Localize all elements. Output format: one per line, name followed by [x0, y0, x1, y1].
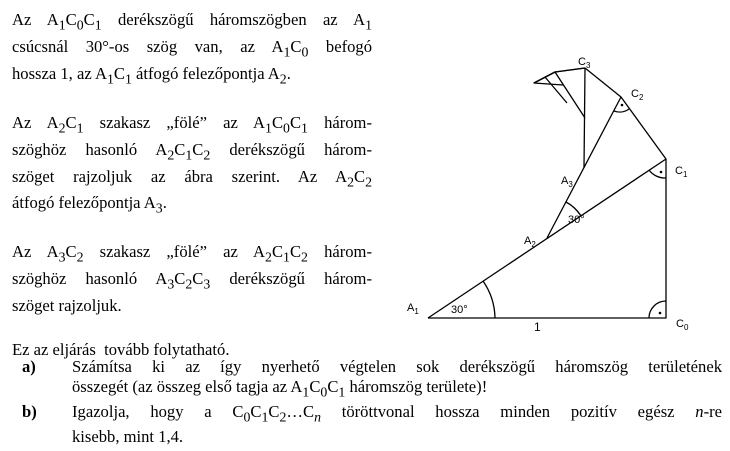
question-b-line-2: kisebb, mint 1,4.: [72, 426, 184, 446]
question-b: [22, 402, 722, 447]
question-b-line-1: Igazolja, hogy a $C_0C_1C_2\dots C_n$ töröttvonal hossza minden pozitív egész n-re: [72, 401, 722, 425]
question-b-text: [72, 402, 722, 447]
paragraph-2-line-3: szöget rajzoljuk az ábra szerint. Az $A_2C_2$: [12, 166, 372, 189]
label-a2: $A_2$: [524, 235, 536, 249]
paragraph-2-line-2: szöghöz hasonló $A_2C_1C_2$ derékszögű három-: [12, 139, 372, 162]
angle-label-a2: 30°: [568, 214, 585, 226]
paragraph-1-line-3: hossza 1, az $A_1C_1$ átfogó felezőpontja $A_2$.: [12, 63, 291, 87]
triangle-diagram: [395, 45, 715, 345]
paragraph-1: [12, 9, 372, 90]
right-angle-arc-c2: [614, 109, 629, 112]
angle-arc-a1: [483, 281, 495, 318]
paragraph-2-line-4: átfogó felezőpontja $A_3$.: [12, 193, 167, 216]
label-c0: $C_0$: [676, 318, 689, 332]
label-a3: $A_3$: [561, 175, 573, 189]
label-c3: $C_3$: [578, 56, 591, 70]
polyline-boundary: [428, 68, 666, 318]
paragraph-1-line-2: csúcsnál 30°-os szög van, az $A_1C_0$ befogó: [12, 36, 372, 60]
question-a-text: [72, 357, 722, 402]
problem-statement: [12, 9, 372, 360]
side-length-label: 1: [534, 320, 541, 334]
question-a: [22, 357, 722, 402]
right-angle-arc-c0: [649, 301, 666, 318]
inner-segment-6: [545, 77, 567, 103]
paragraph-3: [12, 241, 372, 316]
angle-label-a1: 30°: [451, 304, 468, 316]
question-b-marker: b): [22, 401, 37, 421]
right-angle-arc-c1: [649, 170, 666, 178]
paragraph-2: [12, 112, 372, 220]
label-c1: $C_1$: [675, 165, 688, 179]
right-angle-dot-c0: [659, 312, 662, 315]
paragraph-3-line-2: szöghöz hasonló $A_3C_2C_3$ derékszögű három-: [12, 269, 372, 292]
label-c2: $C_2$: [631, 88, 644, 102]
question-a-marker: a): [22, 357, 36, 376]
question-a-line-1: Számítsa ki az így nyerhető végtelen sok derékszögű háromszög területének: [72, 357, 722, 376]
paragraph-4: Ez az eljárás tovább folytatható.: [12, 339, 230, 359]
paragraph-2-line-1: Az $A_2C_1$ szakasz „fölé” az $A_1C_0C_1$ három-: [12, 112, 372, 136]
right-angle-dot-c1: [660, 171, 663, 174]
right-angle-dot-c2: [621, 104, 624, 107]
label-a1: $A_1$: [407, 302, 419, 316]
hypotenuse-a1-c1: [428, 159, 666, 318]
paragraph-1-line-1: Az $A_1C_0C_1$ derékszögű háromszögben az $A_1$: [12, 10, 372, 33]
paragraph-3-line-3: szöget rajzoljuk.: [12, 296, 122, 316]
inner-triangle-4: [555, 68, 585, 118]
questions: [22, 357, 722, 446]
question-a-line-2: összegét (az összeg első tagja az $A_1C_0C_1$ háromszög területe)!: [72, 376, 488, 400]
paragraph-3-line-1: Az $A_3C_2$ szakasz „fölé” az $A_2C_1C_2$ három-: [12, 242, 372, 265]
